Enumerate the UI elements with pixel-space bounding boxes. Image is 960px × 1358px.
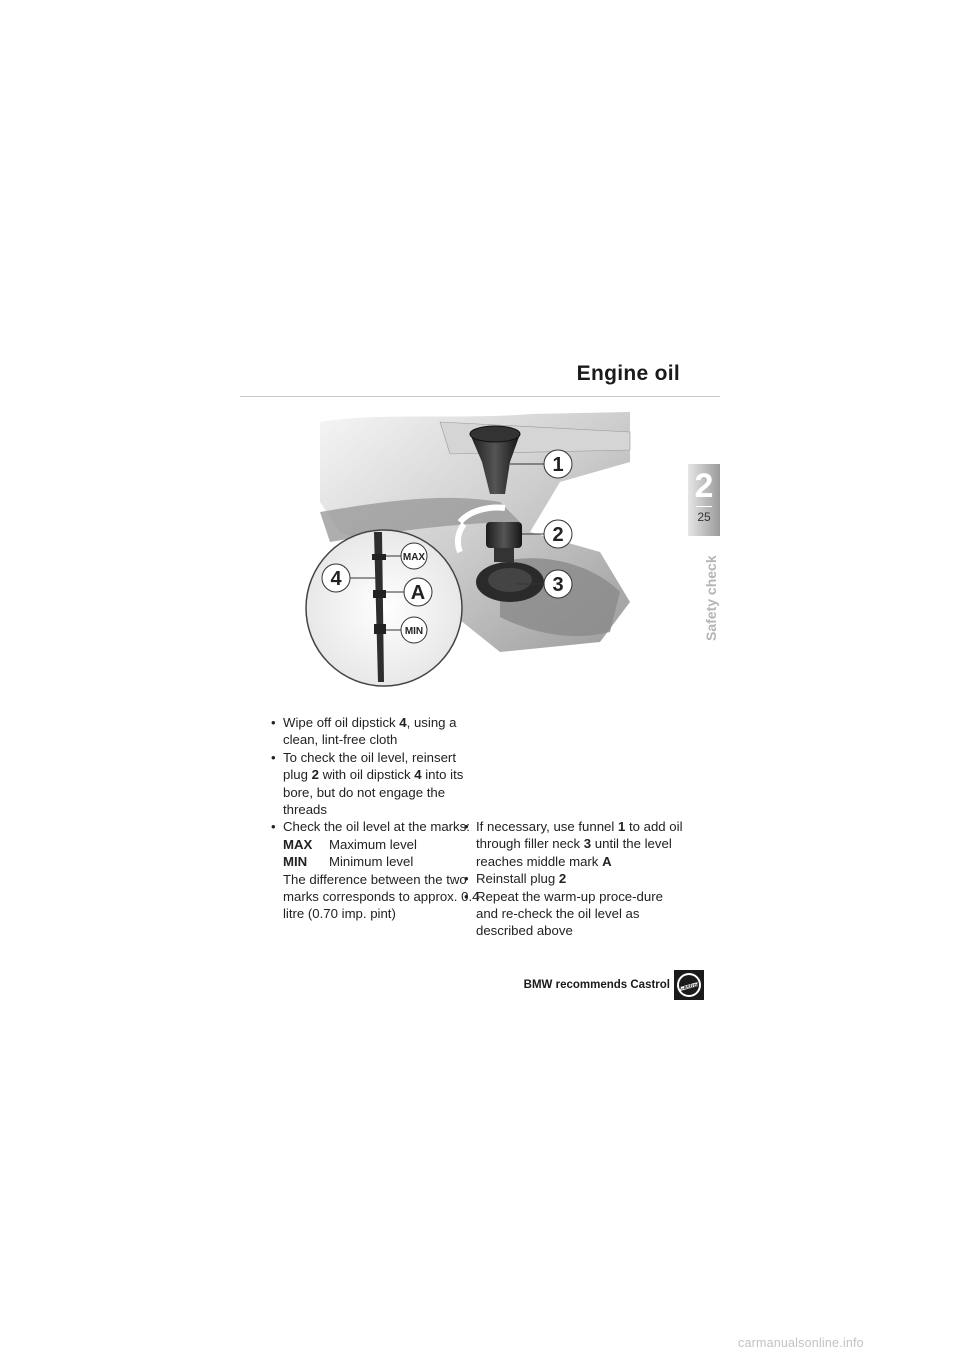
watermark: carmanualsonline.info (738, 1336, 864, 1350)
instructions-right-column (464, 818, 684, 940)
chapter-tab (688, 464, 720, 536)
chapter-name (690, 548, 718, 648)
step-text: with oil dipstick (318, 767, 415, 783)
callout-3-label: 3 (552, 574, 564, 596)
part-ref: 1 (617, 819, 626, 834)
callout-4-label: 4 (330, 568, 342, 590)
mark-desc: Maximum level (329, 836, 417, 852)
step-repeat-check: • Repeat the warm-up proce-dure and re-check the oil level as described above (464, 888, 684, 940)
step-reinsert-plug (271, 749, 481, 819)
page-title: Engine oil (576, 362, 680, 385)
callout-1-label: 1 (552, 454, 564, 476)
mark-row-max (271, 836, 481, 853)
castrol-logo-icon (674, 970, 704, 1000)
step-add-oil (464, 818, 684, 870)
castrol-logo-text: Castrol (679, 982, 700, 992)
part-ref: 2 (558, 871, 567, 887)
callout-a-label: A (410, 582, 426, 604)
instructions-left-column (271, 714, 481, 923)
step-reinstall-plug (464, 870, 684, 887)
page-number: 25 (697, 510, 711, 524)
part-ref: 4 (414, 767, 422, 783)
castrol-recommendation (490, 970, 704, 1000)
step-text: into its bore, but do not engage the threads (283, 767, 464, 818)
step-text: Reinstall plug (476, 871, 559, 887)
callout-max-label: MAX (402, 552, 426, 563)
chapter-name-label: Safety check (703, 555, 719, 641)
part-ref: A (602, 853, 612, 869)
mark-key: MIN (283, 854, 308, 870)
step-text: If necessary, use funnel (476, 819, 618, 834)
step-text: , using a clean, lint-free cloth (283, 715, 457, 748)
mark-desc: Minimum level (329, 854, 414, 870)
step-text: until the level reaches middle mark (476, 836, 672, 869)
chapter-tab-rule (696, 506, 712, 507)
title-divider (240, 396, 720, 397)
part-ref: 4 (399, 715, 407, 730)
mark-difference-note: The difference between the two marks corresponds to approx. 0.4 litre (0.70 imp. pint) (283, 871, 480, 922)
step-wipe-dipstick (271, 714, 481, 749)
step-text: To check the oil level, reinsert plug (283, 749, 456, 783)
step-text: Wipe off oil dipstick (283, 715, 400, 730)
oil-check-illustration (300, 402, 640, 702)
chapter-number: 2 (694, 467, 714, 505)
part-ref: 2 (311, 767, 319, 783)
callout-min-label: MIN (404, 626, 424, 637)
part-ref: 3 (583, 836, 592, 852)
recommendation-text: BMW recommends Castrol (523, 979, 670, 991)
step-check-level: • Check the oil level at the marks: (271, 818, 481, 835)
step-text: to add oil through filler neck (476, 819, 683, 852)
mark-key: MAX (283, 836, 313, 852)
callout-2-label: 2 (552, 524, 564, 546)
mark-row-min (271, 853, 481, 870)
